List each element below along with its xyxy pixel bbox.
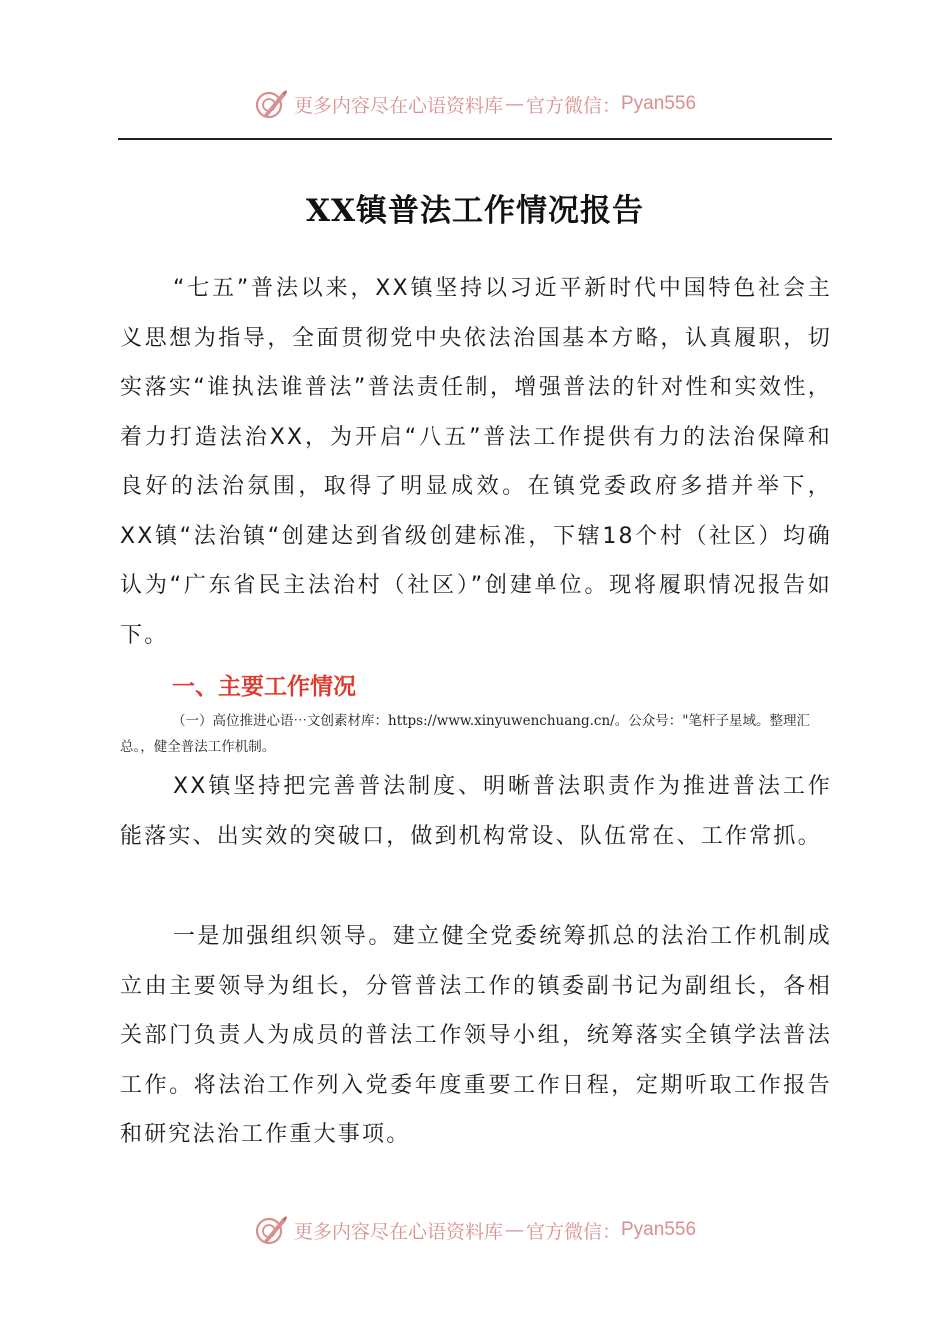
watermark-separator: — [504,93,524,115]
paragraph-intro: “七五”普法以来，XX镇坚持以习近平新时代中国特色社会主义思想为指导，全面贯彻党中央依法治国基本方略，认真履职，切实落实“谁执法谁普法”普法责任制，增强普法的针对性和实效性，着力打造法治XX，为开启“八五”普法工作提供有力的法治保障和良好的法治氛围，取得了明显成效。在镇党委政府多措并举下，XX镇“法治镇“创建达到省级创建标准，下辖18个村（社区）均确认为“广东省民主法治村（社区）”创建单位。现将履职情况报告如下。 [120,276,832,648]
subsection-note: （一）高位推进心语⋯文创素材库：https://www.xinyuwenchuang.cn/。公众号："笔杆子星域。整理汇总。，健全普法工作机制。 [120,713,810,755]
header-divider [118,138,832,140]
watermark-contact-label: 官方微信： [525,1220,621,1243]
header-watermark [0,82,950,126]
watermark-separator: — [504,1219,524,1241]
watermark-text: 更多内容尽在心语资料库 [293,94,503,117]
watermark-contact-id: Pyan556 [621,1219,697,1240]
footer-watermark [0,1208,950,1252]
watermark-contact-label: 官方微信： [525,94,621,117]
watermark-contact-id: Pyan556 [621,93,697,114]
section-heading: 一、主要工作情况 [172,674,356,700]
document-title: XX镇普法工作情况报告 [305,193,645,229]
paragraph-mechanism: XX镇坚持把完善普法制度、明晰普法职责作为推进普法工作能落实、出实效的突破口，做到机构常设、队伍常在、工作常抓。 [120,774,832,849]
watermark-text: 更多内容尽在心语资料库 [293,1220,503,1243]
paragraph-leadership: 一是加强组织领导。建立健全党委统筹抓总的法治工作机制成立由主要领导为组长，分管普法工作的镇委副书记为副组长，各相关部门负责人为成员的普法工作领导小组，统筹落实全镇学法普法工作。将法治工作列入党委年度重要工作日程，定期听取工作报告和研究法治工作重大事项。 [120,924,832,1147]
pen-logo-icon [254,87,288,121]
pen-logo-icon [254,1213,288,1247]
